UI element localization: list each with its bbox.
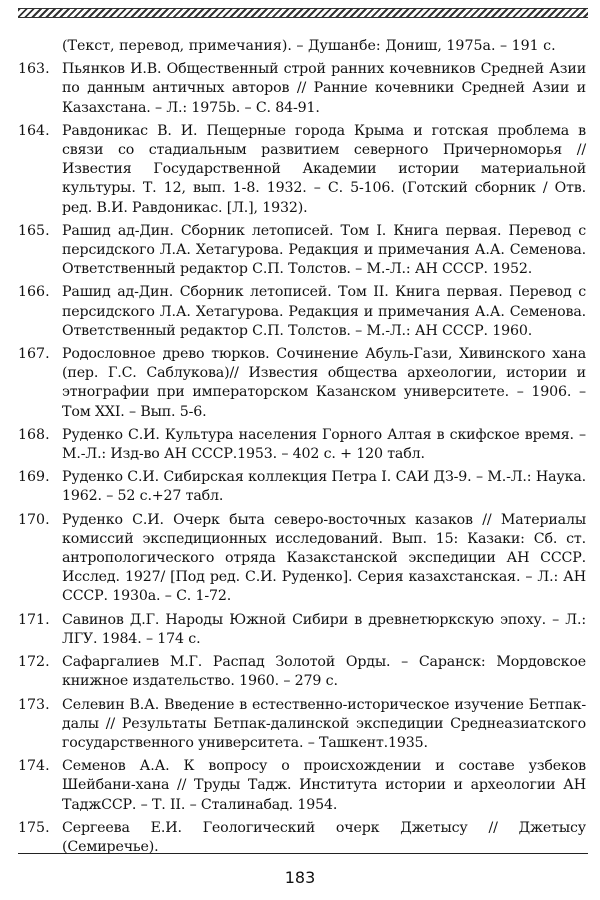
entry-number: 172. xyxy=(18,654,50,671)
entry-number: 163. xyxy=(18,61,50,78)
continuation-text: (Текст, перевод, примечания). – Душанбе: Дониш, 1975a. – 191 с. xyxy=(62,38,556,54)
entry-text: Сергеева Е.И. Геологический очерк Джетысу // Джетысу (Семиречье). xyxy=(62,819,586,855)
entry-number: 168. xyxy=(18,426,50,443)
entry-text: Селевин В.А. Введение в естественно-историческое изучение Бетпак-далы // Результаты Бетпак-далинской экспедиции Среднеазиатского государственного университета. – Ташкент.1935. xyxy=(62,696,586,751)
entry-number: 174. xyxy=(18,758,50,775)
bibliography-entry xyxy=(18,345,586,422)
entry-number: 169. xyxy=(18,469,50,486)
bibliography-entry xyxy=(18,611,586,649)
bibliography-entry xyxy=(18,426,586,464)
bibliography-entry xyxy=(18,757,586,815)
footer-rule xyxy=(18,853,588,854)
entry-number: 175. xyxy=(18,819,50,836)
entry-number: 173. xyxy=(18,696,50,713)
entry-text: Руденко С.И. Очерк быта северо-восточных казаков // Материалы комиссий экспедиционных исследований. Вып. 15: Казаки: Сб. ст. антропологического отряда Казакстанской экспедиции АН СССР. Исслед. 1927/ [Под ред. С.И. Руденко]. Серия казахстанская. – Л.: АН СССР. 1930a. – С. 1-72. xyxy=(62,511,586,605)
bibliography-entry xyxy=(18,283,586,341)
entries-container xyxy=(18,60,586,857)
bibliography-entry xyxy=(18,819,586,857)
bibliography-entry xyxy=(18,511,586,607)
header-ornament xyxy=(18,8,588,18)
entry-text: Сафаргалиев М.Г. Распад Золотой Орды. – Саранск: Мордовское книжное издательство. 1960. – 279 с. xyxy=(62,654,586,690)
entry-text: Семенов А.А. К вопросу о происхождении и составе узбеков Шейбани-хана // Труды Тадж. Института истории и археологии АН ТаджССР. – Т. II. – Сталинабад. 1954. xyxy=(62,758,586,813)
entry-text: Рашид ад-Дин. Сборник летописей. Том I. Книга первая. Перевод с персидского Л.А. Хетагурова. Редакция и примечания А.А. Семенова. Ответственный редактор С.П. Толстов. – М.-Л.: АН СССР. 1952. xyxy=(62,222,586,278)
bibliography-entry xyxy=(18,60,586,118)
entry-text: Руденко С.И. Культура населения Горного Алтая в скифское время. – М.-Л.: Изд-во АН СССР.1953. – 402 с. + 120 табл. xyxy=(62,426,586,463)
bibliography-entry xyxy=(18,653,586,691)
bibliography-entry xyxy=(18,468,586,506)
entry-number: 164. xyxy=(18,122,50,139)
entry-text: Рашид ад-Дин. Сборник летописей. Том II. Книга первая. Перевод с персидского Л.А. Хетагурова. Редакция и примечания А.А. Семенова. Ответственный редактор С.П. Толстов. – М.-Л.: АН СССР. 1960. xyxy=(62,284,586,339)
bibliography-entry xyxy=(18,122,586,218)
entry-number: 166. xyxy=(18,284,50,301)
entry-text: Родословное древо тюрков. Сочинение Абуль-Гази, Хивинского хана (пер. Г.С. Саблукова)// Известия общества археологии, истории и этнографии при императорском Казанском университете. – 1906. – Том XXI. – Вып. 5-6. xyxy=(62,346,586,420)
page-number: 183 xyxy=(284,868,316,887)
entry-text: Равдоникас В. И. Пещерные города Крыма и готская проблема в связи со стадиальным развитием северного Причерноморья // Известия Государственной Академии истории материальной культуры. Т. 12, вып. 1-8. 1932. – С. 5-106. (Готский сборник / Отв. ред. В.И. Равдоникас. [Л.], 1932). xyxy=(62,122,586,216)
entry-number: 170. xyxy=(18,511,50,528)
entry-number: 171. xyxy=(18,611,50,628)
bibliography-entry xyxy=(18,696,586,754)
entry-number: 165. xyxy=(18,222,50,239)
entry-text: Руденко С.И. Сибирская коллекция Петра I. САИ ДЗ-9. – М.-Л.: Наука. 1962. – 52 с.+27 табл. xyxy=(62,469,586,505)
entry-number: 167. xyxy=(18,346,50,363)
entry-text: Савинов Д.Г. Народы Южной Сибири в древнетюркскую эпоху. – Л.: ЛГУ. 1984. – 174 с. xyxy=(62,611,586,647)
bibliography-entry xyxy=(18,222,586,280)
bibliography-list xyxy=(18,37,586,855)
entry-text: Пьянков И.В. Общественный строй ранних кочевников Средней Азии по данным античных авторов // Ранние кочевники Средней Азии и Казахстана. – Л.: 1975b. – С. 84-91. xyxy=(62,61,586,116)
